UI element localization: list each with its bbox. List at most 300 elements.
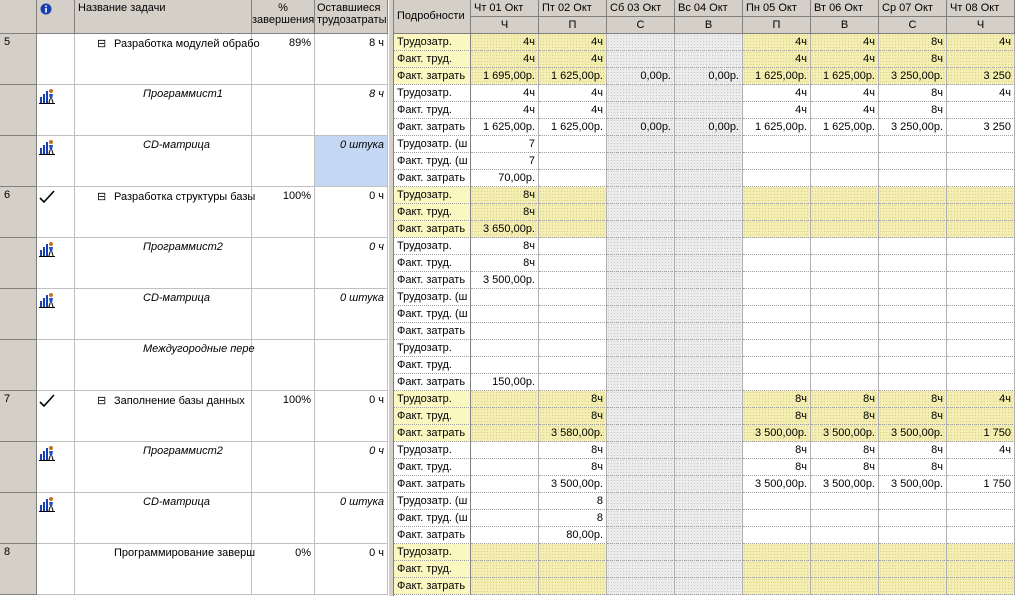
percent-complete-cell[interactable] bbox=[252, 442, 315, 493]
detail-value-cell[interactable] bbox=[743, 238, 811, 255]
detail-label[interactable]: Трудозатр. (ш bbox=[394, 289, 471, 306]
detail-value-cell[interactable]: 1 625,00р. bbox=[743, 68, 811, 85]
detail-value-cell[interactable] bbox=[811, 374, 879, 391]
detail-value-cell[interactable] bbox=[675, 391, 743, 408]
detail-value-cell[interactable] bbox=[947, 136, 1015, 153]
detail-value-cell[interactable]: 4ч bbox=[811, 34, 879, 51]
detail-value-cell[interactable]: 4ч bbox=[811, 102, 879, 119]
detail-value-cell[interactable]: 4ч bbox=[947, 34, 1015, 51]
detail-value-cell[interactable] bbox=[471, 527, 539, 544]
detail-value-cell[interactable] bbox=[607, 255, 675, 272]
timescale-day-7[interactable] bbox=[879, 0, 947, 17]
detail-label[interactable]: Трудозатр. bbox=[394, 34, 471, 51]
detail-label[interactable]: Факт. затрать bbox=[394, 272, 471, 289]
detail-value-cell[interactable]: 8ч bbox=[879, 408, 947, 425]
percent-complete-cell[interactable]: 89% bbox=[252, 34, 315, 85]
detail-value-cell[interactable]: 8ч bbox=[539, 391, 607, 408]
task-name-cell[interactable] bbox=[75, 34, 260, 85]
detail-value-cell[interactable] bbox=[675, 289, 743, 306]
detail-value-cell[interactable] bbox=[811, 493, 879, 510]
task-name-cell[interactable] bbox=[75, 442, 252, 493]
detail-value-cell[interactable]: 7 bbox=[471, 153, 539, 170]
detail-value-cell[interactable] bbox=[675, 527, 743, 544]
detail-value-cell[interactable]: 80,00р. bbox=[539, 527, 607, 544]
detail-value-cell[interactable]: 1 625,00р. bbox=[539, 68, 607, 85]
percent-complete-cell[interactable] bbox=[252, 340, 315, 391]
detail-value-cell[interactable] bbox=[743, 493, 811, 510]
detail-value-cell[interactable]: 8ч bbox=[743, 442, 811, 459]
detail-value-cell[interactable] bbox=[539, 340, 607, 357]
detail-value-cell[interactable] bbox=[811, 544, 879, 561]
detail-value-cell[interactable] bbox=[947, 510, 1015, 527]
detail-value-cell[interactable]: 8 bbox=[539, 510, 607, 527]
detail-value-cell[interactable] bbox=[743, 340, 811, 357]
header-rownum-corner[interactable] bbox=[0, 0, 37, 34]
percent-complete-cell[interactable] bbox=[252, 136, 315, 187]
detail-value-cell[interactable] bbox=[471, 578, 539, 595]
detail-value-cell[interactable] bbox=[539, 170, 607, 187]
detail-value-cell[interactable] bbox=[539, 544, 607, 561]
detail-label[interactable]: Факт. затрать bbox=[394, 425, 471, 442]
detail-value-cell[interactable]: 3 650,00р. bbox=[471, 221, 539, 238]
detail-value-cell[interactable]: 8ч bbox=[471, 204, 539, 221]
detail-label[interactable]: Факт. затрать bbox=[394, 221, 471, 238]
detail-value-cell[interactable] bbox=[879, 238, 947, 255]
detail-value-cell[interactable] bbox=[743, 527, 811, 544]
detail-value-cell[interactable] bbox=[879, 221, 947, 238]
timescale-weekday-6[interactable] bbox=[811, 17, 879, 34]
detail-value-cell[interactable]: 4ч bbox=[743, 102, 811, 119]
timescale-weekday-7[interactable] bbox=[879, 17, 947, 34]
detail-value-cell[interactable] bbox=[675, 238, 743, 255]
row-header[interactable]: 7 bbox=[0, 391, 37, 442]
task-name-cell[interactable] bbox=[75, 289, 252, 340]
detail-value-cell[interactable]: 3 500,00р. bbox=[471, 272, 539, 289]
detail-value-cell[interactable] bbox=[743, 204, 811, 221]
detail-value-cell[interactable] bbox=[607, 374, 675, 391]
detail-value-cell[interactable] bbox=[879, 136, 947, 153]
detail-value-cell[interactable] bbox=[607, 561, 675, 578]
detail-label[interactable]: Трудозатр. bbox=[394, 238, 471, 255]
detail-value-cell[interactable] bbox=[947, 306, 1015, 323]
row-header[interactable] bbox=[0, 85, 37, 136]
detail-value-cell[interactable] bbox=[675, 153, 743, 170]
header-task-name[interactable] bbox=[75, 0, 252, 34]
detail-label[interactable]: Трудозатр. (ш bbox=[394, 493, 471, 510]
detail-value-cell[interactable] bbox=[675, 34, 743, 51]
detail-value-cell[interactable] bbox=[471, 306, 539, 323]
detail-value-cell[interactable] bbox=[879, 510, 947, 527]
detail-value-cell[interactable] bbox=[675, 442, 743, 459]
timescale-weekday-4[interactable] bbox=[675, 17, 743, 34]
detail-value-cell[interactable] bbox=[811, 510, 879, 527]
detail-value-cell[interactable]: 8ч bbox=[879, 85, 947, 102]
detail-value-cell[interactable]: 8ч bbox=[743, 408, 811, 425]
detail-value-cell[interactable] bbox=[675, 425, 743, 442]
detail-value-cell[interactable] bbox=[811, 357, 879, 374]
detail-value-cell[interactable] bbox=[471, 425, 539, 442]
detail-value-cell[interactable]: 3 250,00р. bbox=[879, 119, 947, 136]
detail-value-cell[interactable]: 1 625,00р. bbox=[811, 119, 879, 136]
row-header[interactable]: 5 bbox=[0, 34, 37, 85]
detail-value-cell[interactable] bbox=[539, 136, 607, 153]
detail-value-cell[interactable] bbox=[947, 527, 1015, 544]
detail-value-cell[interactable]: 4ч bbox=[539, 102, 607, 119]
remaining-work-cell[interactable]: 0 штука bbox=[315, 493, 388, 544]
detail-value-cell[interactable] bbox=[539, 289, 607, 306]
detail-value-cell[interactable] bbox=[607, 34, 675, 51]
detail-value-cell[interactable]: 8ч bbox=[743, 391, 811, 408]
detail-label[interactable]: Факт. затрать bbox=[394, 170, 471, 187]
detail-value-cell[interactable] bbox=[743, 544, 811, 561]
detail-value-cell[interactable]: 8ч bbox=[811, 459, 879, 476]
detail-value-cell[interactable] bbox=[607, 476, 675, 493]
timescale-weekday-8[interactable] bbox=[947, 17, 1015, 34]
detail-value-cell[interactable] bbox=[539, 204, 607, 221]
task-name-cell[interactable] bbox=[75, 238, 252, 289]
detail-value-cell[interactable] bbox=[947, 578, 1015, 595]
detail-value-cell[interactable]: 4ч bbox=[539, 34, 607, 51]
percent-complete-cell[interactable] bbox=[252, 289, 315, 340]
timescale-weekday-3[interactable] bbox=[607, 17, 675, 34]
detail-label[interactable]: Факт. труд. (ш bbox=[394, 306, 471, 323]
detail-value-cell[interactable]: 4ч bbox=[471, 85, 539, 102]
detail-value-cell[interactable] bbox=[539, 272, 607, 289]
detail-value-cell[interactable]: 0,00р. bbox=[607, 68, 675, 85]
resource-assignment-icon[interactable] bbox=[39, 292, 55, 308]
detail-value-cell[interactable] bbox=[675, 357, 743, 374]
detail-value-cell[interactable]: 3 250 bbox=[947, 119, 1015, 136]
detail-label[interactable]: Факт. затрать bbox=[394, 578, 471, 595]
resource-assignment-icon[interactable] bbox=[39, 445, 55, 461]
detail-label[interactable]: Трудозатр. bbox=[394, 442, 471, 459]
detail-value-cell[interactable]: 4ч bbox=[947, 442, 1015, 459]
detail-value-cell[interactable] bbox=[879, 272, 947, 289]
detail-value-cell[interactable] bbox=[947, 153, 1015, 170]
detail-label[interactable]: Факт. труд. (ш bbox=[394, 510, 471, 527]
detail-value-cell[interactable] bbox=[879, 374, 947, 391]
collapse-toggle[interactable]: ⊟ bbox=[97, 395, 107, 407]
timescale-weekday-1[interactable] bbox=[471, 17, 539, 34]
detail-value-cell[interactable] bbox=[947, 221, 1015, 238]
detail-value-cell[interactable] bbox=[811, 578, 879, 595]
detail-value-cell[interactable] bbox=[947, 357, 1015, 374]
detail-value-cell[interactable] bbox=[675, 255, 743, 272]
timescale-day-2[interactable] bbox=[539, 0, 607, 17]
detail-value-cell[interactable] bbox=[471, 544, 539, 561]
detail-value-cell[interactable] bbox=[811, 255, 879, 272]
detail-value-cell[interactable] bbox=[743, 170, 811, 187]
detail-value-cell[interactable] bbox=[607, 187, 675, 204]
detail-value-cell[interactable] bbox=[675, 51, 743, 68]
detail-value-cell[interactable]: 8ч bbox=[879, 102, 947, 119]
detail-value-cell[interactable] bbox=[539, 238, 607, 255]
detail-value-cell[interactable]: 8ч bbox=[879, 391, 947, 408]
timescale-day-6[interactable] bbox=[811, 0, 879, 17]
detail-value-cell[interactable]: 4ч bbox=[811, 51, 879, 68]
timescale-day-3[interactable] bbox=[607, 0, 675, 17]
detail-value-cell[interactable] bbox=[879, 493, 947, 510]
detail-value-cell[interactable]: 4ч bbox=[811, 85, 879, 102]
detail-value-cell[interactable]: 8ч bbox=[811, 391, 879, 408]
detail-value-cell[interactable] bbox=[607, 340, 675, 357]
detail-label[interactable]: Трудозатр. bbox=[394, 544, 471, 561]
detail-value-cell[interactable]: 8ч bbox=[539, 442, 607, 459]
detail-value-cell[interactable]: 3 500,00р. bbox=[811, 425, 879, 442]
detail-value-cell[interactable] bbox=[675, 272, 743, 289]
detail-value-cell[interactable] bbox=[539, 221, 607, 238]
row-header[interactable] bbox=[0, 493, 37, 544]
detail-value-cell[interactable] bbox=[539, 357, 607, 374]
detail-value-cell[interactable] bbox=[607, 510, 675, 527]
row-header[interactable] bbox=[0, 136, 37, 187]
percent-complete-cell[interactable]: 100% bbox=[252, 391, 315, 442]
detail-value-cell[interactable] bbox=[539, 561, 607, 578]
detail-label[interactable]: Трудозатр. bbox=[394, 85, 471, 102]
detail-value-cell[interactable] bbox=[607, 204, 675, 221]
detail-value-cell[interactable] bbox=[743, 374, 811, 391]
detail-value-cell[interactable]: 8ч bbox=[811, 442, 879, 459]
timescale-day-4[interactable] bbox=[675, 0, 743, 17]
remaining-work-cell[interactable]: 8 ч bbox=[315, 34, 388, 85]
detail-value-cell[interactable] bbox=[811, 306, 879, 323]
detail-value-cell[interactable] bbox=[947, 374, 1015, 391]
detail-value-cell[interactable]: 3 250 bbox=[947, 68, 1015, 85]
detail-value-cell[interactable] bbox=[675, 340, 743, 357]
detail-value-cell[interactable] bbox=[743, 289, 811, 306]
detail-value-cell[interactable] bbox=[947, 459, 1015, 476]
detail-value-cell[interactable] bbox=[675, 102, 743, 119]
remaining-work-cell[interactable]: 0 ч bbox=[315, 544, 388, 595]
detail-value-cell[interactable] bbox=[811, 340, 879, 357]
detail-value-cell[interactable] bbox=[947, 493, 1015, 510]
task-name-cell[interactable] bbox=[75, 136, 252, 187]
detail-value-cell[interactable] bbox=[811, 187, 879, 204]
detail-value-cell[interactable]: 0,00р. bbox=[675, 68, 743, 85]
detail-value-cell[interactable] bbox=[743, 323, 811, 340]
detail-value-cell[interactable] bbox=[471, 561, 539, 578]
detail-value-cell[interactable] bbox=[947, 340, 1015, 357]
detail-label[interactable]: Факт. труд. bbox=[394, 357, 471, 374]
detail-value-cell[interactable] bbox=[811, 170, 879, 187]
task-name-cell[interactable] bbox=[75, 187, 256, 238]
remaining-work-cell[interactable]: 0 штука bbox=[315, 136, 388, 187]
detail-value-cell[interactable]: 3 500,00р. bbox=[539, 476, 607, 493]
detail-value-cell[interactable] bbox=[947, 204, 1015, 221]
detail-value-cell[interactable]: 3 500,00р. bbox=[879, 425, 947, 442]
detail-value-cell[interactable] bbox=[607, 357, 675, 374]
detail-value-cell[interactable]: 8ч bbox=[471, 238, 539, 255]
detail-value-cell[interactable]: 4ч bbox=[947, 391, 1015, 408]
detail-value-cell[interactable]: 3 250,00р. bbox=[879, 68, 947, 85]
detail-value-cell[interactable] bbox=[811, 238, 879, 255]
detail-value-cell[interactable]: 1 625,00р. bbox=[811, 68, 879, 85]
detail-value-cell[interactable] bbox=[879, 544, 947, 561]
detail-value-cell[interactable] bbox=[675, 374, 743, 391]
row-header[interactable] bbox=[0, 340, 37, 391]
task-name-cell[interactable] bbox=[75, 85, 252, 136]
detail-value-cell[interactable] bbox=[811, 323, 879, 340]
detail-value-cell[interactable]: 3 500,00р. bbox=[743, 425, 811, 442]
detail-value-cell[interactable] bbox=[471, 476, 539, 493]
detail-value-cell[interactable] bbox=[675, 561, 743, 578]
remaining-work-cell[interactable]: 0 ч bbox=[315, 187, 388, 238]
percent-complete-cell[interactable] bbox=[252, 238, 315, 289]
detail-label[interactable]: Факт. затрать bbox=[394, 68, 471, 85]
detail-value-cell[interactable] bbox=[607, 170, 675, 187]
percent-complete-cell[interactable]: 0% bbox=[252, 544, 315, 595]
detail-value-cell[interactable] bbox=[471, 442, 539, 459]
row-header[interactable] bbox=[0, 442, 37, 493]
detail-value-cell[interactable] bbox=[539, 306, 607, 323]
detail-value-cell[interactable] bbox=[743, 510, 811, 527]
detail-value-cell[interactable] bbox=[607, 544, 675, 561]
detail-value-cell[interactable] bbox=[607, 408, 675, 425]
detail-value-cell[interactable] bbox=[607, 51, 675, 68]
detail-value-cell[interactable] bbox=[947, 255, 1015, 272]
detail-value-cell[interactable]: 1 750 bbox=[947, 476, 1015, 493]
detail-value-cell[interactable] bbox=[879, 170, 947, 187]
header-indicators[interactable] bbox=[37, 0, 75, 34]
detail-value-cell[interactable] bbox=[947, 561, 1015, 578]
detail-value-cell[interactable] bbox=[607, 442, 675, 459]
detail-value-cell[interactable]: 8ч bbox=[539, 408, 607, 425]
detail-value-cell[interactable] bbox=[607, 85, 675, 102]
detail-value-cell[interactable] bbox=[811, 272, 879, 289]
detail-value-cell[interactable] bbox=[607, 493, 675, 510]
detail-value-cell[interactable]: 4ч bbox=[743, 85, 811, 102]
detail-value-cell[interactable] bbox=[471, 408, 539, 425]
detail-label[interactable]: Факт. труд. bbox=[394, 51, 471, 68]
detail-value-cell[interactable] bbox=[743, 187, 811, 204]
detail-value-cell[interactable] bbox=[811, 289, 879, 306]
detail-value-cell[interactable] bbox=[471, 493, 539, 510]
detail-value-cell[interactable] bbox=[675, 187, 743, 204]
detail-label[interactable]: Трудозатр. bbox=[394, 391, 471, 408]
detail-value-cell[interactable] bbox=[471, 510, 539, 527]
header-percent-complete[interactable] bbox=[252, 0, 315, 34]
detail-value-cell[interactable] bbox=[675, 493, 743, 510]
detail-value-cell[interactable]: 150,00р. bbox=[471, 374, 539, 391]
resource-assignment-icon[interactable] bbox=[39, 496, 55, 512]
row-header[interactable] bbox=[0, 289, 37, 340]
row-header[interactable]: 6 bbox=[0, 187, 37, 238]
detail-value-cell[interactable] bbox=[879, 153, 947, 170]
detail-value-cell[interactable] bbox=[471, 289, 539, 306]
detail-value-cell[interactable] bbox=[607, 102, 675, 119]
remaining-work-cell[interactable]: 0 штука bbox=[315, 289, 388, 340]
detail-value-cell[interactable]: 8ч bbox=[471, 255, 539, 272]
timescale-day-5[interactable] bbox=[743, 0, 811, 17]
detail-value-cell[interactable] bbox=[743, 221, 811, 238]
detail-label[interactable]: Факт. затрать bbox=[394, 527, 471, 544]
detail-value-cell[interactable]: 1 750 bbox=[947, 425, 1015, 442]
detail-value-cell[interactable] bbox=[947, 51, 1015, 68]
detail-value-cell[interactable] bbox=[743, 136, 811, 153]
detail-value-cell[interactable]: 4ч bbox=[471, 34, 539, 51]
detail-value-cell[interactable]: 4ч bbox=[539, 85, 607, 102]
detail-value-cell[interactable] bbox=[675, 510, 743, 527]
detail-value-cell[interactable] bbox=[879, 323, 947, 340]
detail-value-cell[interactable] bbox=[811, 136, 879, 153]
task-name-cell[interactable] bbox=[75, 391, 252, 442]
detail-value-cell[interactable]: 3 500,00р. bbox=[879, 476, 947, 493]
detail-value-cell[interactable] bbox=[743, 578, 811, 595]
detail-value-cell[interactable] bbox=[947, 544, 1015, 561]
detail-value-cell[interactable] bbox=[879, 340, 947, 357]
detail-value-cell[interactable] bbox=[607, 153, 675, 170]
detail-value-cell[interactable]: 1 695,00р. bbox=[471, 68, 539, 85]
detail-label[interactable]: Факт. труд. bbox=[394, 102, 471, 119]
detail-value-cell[interactable] bbox=[607, 289, 675, 306]
detail-value-cell[interactable] bbox=[947, 238, 1015, 255]
detail-value-cell[interactable]: 4ч bbox=[471, 102, 539, 119]
detail-value-cell[interactable] bbox=[743, 272, 811, 289]
detail-value-cell[interactable]: 8ч bbox=[879, 442, 947, 459]
detail-value-cell[interactable]: 3 580,00р. bbox=[539, 425, 607, 442]
detail-value-cell[interactable] bbox=[811, 561, 879, 578]
collapse-toggle[interactable]: ⊟ bbox=[97, 191, 107, 203]
detail-value-cell[interactable] bbox=[947, 272, 1015, 289]
timescale-weekday-5[interactable] bbox=[743, 17, 811, 34]
completed-check-icon[interactable] bbox=[39, 190, 55, 204]
row-header[interactable]: 8 bbox=[0, 544, 37, 595]
detail-value-cell[interactable] bbox=[879, 306, 947, 323]
detail-label[interactable]: Факт. затрать bbox=[394, 374, 471, 391]
detail-value-cell[interactable]: 3 500,00р. bbox=[743, 476, 811, 493]
detail-value-cell[interactable]: 8ч bbox=[811, 408, 879, 425]
detail-value-cell[interactable] bbox=[471, 323, 539, 340]
detail-value-cell[interactable] bbox=[539, 578, 607, 595]
detail-value-cell[interactable]: 1 625,00р. bbox=[743, 119, 811, 136]
detail-value-cell[interactable] bbox=[539, 323, 607, 340]
detail-value-cell[interactable]: 4ч bbox=[743, 51, 811, 68]
remaining-work-cell[interactable]: 0 ч bbox=[315, 238, 388, 289]
detail-value-cell[interactable] bbox=[947, 289, 1015, 306]
resource-assignment-icon[interactable] bbox=[39, 241, 55, 257]
row-header[interactable] bbox=[0, 238, 37, 289]
detail-value-cell[interactable] bbox=[675, 221, 743, 238]
detail-value-cell[interactable] bbox=[607, 527, 675, 544]
detail-value-cell[interactable] bbox=[607, 425, 675, 442]
detail-value-cell[interactable] bbox=[811, 204, 879, 221]
detail-value-cell[interactable] bbox=[811, 153, 879, 170]
detail-value-cell[interactable] bbox=[879, 255, 947, 272]
detail-value-cell[interactable] bbox=[947, 187, 1015, 204]
detail-value-cell[interactable] bbox=[675, 306, 743, 323]
detail-value-cell[interactable] bbox=[743, 561, 811, 578]
detail-value-cell[interactable] bbox=[947, 102, 1015, 119]
detail-value-cell[interactable] bbox=[607, 578, 675, 595]
detail-value-cell[interactable] bbox=[879, 578, 947, 595]
percent-complete-cell[interactable]: 100% bbox=[252, 187, 315, 238]
detail-value-cell[interactable] bbox=[607, 459, 675, 476]
detail-value-cell[interactable] bbox=[607, 306, 675, 323]
remaining-work-cell[interactable] bbox=[315, 340, 388, 391]
detail-value-cell[interactable] bbox=[879, 204, 947, 221]
detail-value-cell[interactable] bbox=[607, 221, 675, 238]
detail-value-cell[interactable]: 8ч bbox=[879, 34, 947, 51]
detail-value-cell[interactable] bbox=[675, 408, 743, 425]
detail-value-cell[interactable] bbox=[947, 408, 1015, 425]
detail-value-cell[interactable] bbox=[607, 391, 675, 408]
detail-value-cell[interactable] bbox=[675, 459, 743, 476]
detail-value-cell[interactable] bbox=[539, 255, 607, 272]
detail-value-cell[interactable] bbox=[879, 187, 947, 204]
detail-value-cell[interactable] bbox=[471, 459, 539, 476]
header-details[interactable] bbox=[394, 0, 471, 34]
detail-label[interactable]: Трудозатр. (ш bbox=[394, 136, 471, 153]
